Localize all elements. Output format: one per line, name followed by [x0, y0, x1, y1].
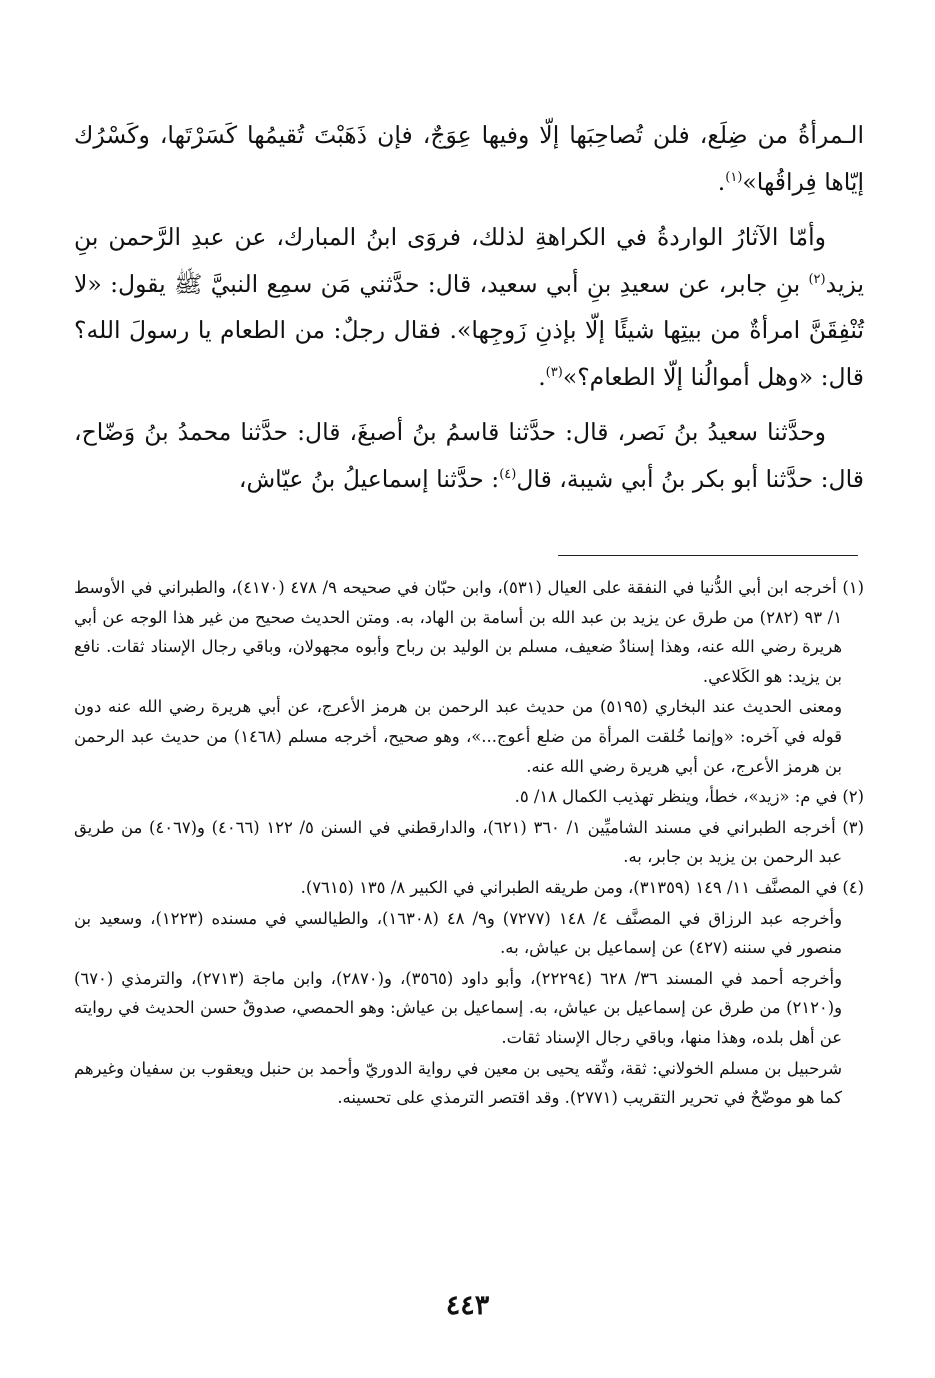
p3-text-b: : حدَّثنا إسماعيلُ بنُ عيّاش، — [238, 464, 500, 493]
footnote-4-part-3: وأخرجه أحمد في المسند ٣٦/ ٦٢٨ (٢٢٢٩٤)، وأبو داود (٣٥٦٥)، و(٢٨٧٠)، وابن ماجة (٢٧١٣)، والترمذي (٦٧٠) و(٢١٢٠) من طرق عن إسماعيل بن عياش، به. إسماعيل بن عياش: وهو الحمصي، صدوقٌ حسن الحديث في روايته عن أهل بلده، وهذا منها، وباقي رجال الإسناد ثقات. — [74, 968, 842, 1047]
footnote-divider — [558, 555, 858, 556]
footnote-3: (٣) أخرجه الطبراني في مسند الشاميِّين ١/ ٣٦٠ (٦٢١)، والدارقطني في السنن ٥/ ١٢٢ (٤٠٦٦) و(٤٠٦٧) من طريق عبد الرحمن بن يزيد بن جابر، به. — [74, 817, 865, 867]
p2-end: . — [538, 362, 546, 391]
p2-text-a: وأمّا الآثارُ الواردةُ في الكراهةِ لذلك، فروَى ابنُ المبارك، عن عبدِ الرَّحمن بنِ يزيد — [74, 223, 864, 298]
footnote-2: (٢) في م: «زيد»، خطأ، وينظر تهذيب الكمال ١٨/ ٥. — [514, 787, 864, 807]
footnote-4: (٤) في المصنَّف ١١/ ١٤٩ (٣١٣٥٩)، ومن طريقه الطبراني في الكبير ٨/ ١٣٥ (٧٦١٥). — [300, 877, 864, 897]
p1-end: . — [717, 167, 726, 196]
paragraph-isnad — [74, 409, 864, 502]
footnote-ref-1[interactable]: (١) — [725, 169, 743, 185]
footnotes — [74, 573, 864, 1114]
footnote-1: (١) أخرجه ابن أبي الدُّنيا في النفقة على العيال (٥٣١)، وابن حبّان في صحيحه ٩/ ٤٧٨ (٤١٧٠)، والطبراني في الأوسط ١/ ٩٣ (٢٨٢) من طرق عن يزيد بن عبد الله بن أسامة بن الهاد، به. ومتن الحديث صحيح من غير هذا الوجه عن أبي هريرة رضي الله عنه، وهذا إسنادٌ ضعيف، مسلم بن الوليد بن رباح وأبوه مجهولان، وباقي رجال الإسناد ثقات. نافع بن يزيد: هو الكَلاعي. — [74, 578, 865, 686]
footnote-4-part-4: شرحبيل بن مسلم الخولاني: ثقة، وثّقه يحيى بن معين في رواية الدوريّ وأحمد بن حنبل ويعقوب بن سفيان وغيرهم كما هو موضّحٌ في تحرير التقريب (٢٧٧١). وقد اقتصر الترمذي على تحسينه. — [74, 1058, 842, 1108]
page-number: ٤٤٣ — [445, 1290, 490, 1321]
footnote-ref-3[interactable]: (٣) — [545, 364, 563, 380]
p3-text-a: وحدَّثنا سعيدُ بنُ نَصر، قال: حدَّثنا قاسمُ بنُ أصبغَ، قال: حدَّثنا محمدُ بنُ وَضّاح، قال: حدَّثنا أبو بكر بنُ أبي شيبة، قال — [74, 418, 864, 493]
p2-text-b: بنِ جابر، عن سعيدِ بنِ أبي سعيد، قال: حدَّثني مَن سمِع النبيَّ ﷺ يقول: «لا تُنْفِقَنَّ امرأةٌ من بيتِها شيئًا إلّا بإذنِ زَوجِها». فقال رجلٌ: من الطعام يا رسولَ الله؟ قال: «وهل أموالُنا إلّا الطعام؟» — [74, 269, 864, 391]
paragraph-hadith-end — [74, 112, 864, 205]
footnote-ref-2[interactable]: (٢) — [808, 271, 826, 287]
main-text — [74, 112, 864, 511]
footnote-1-continued: ومعنى الحديث عند البخاري (٥١٩٥) من حديث عبد الرحمن بن هرمز الأعرج، عن أبي هريرة رضي الله عنه دون قوله في آخره: «وإنما خُلقت المرأة من ضلع أعوج...»، وهو صحيح، أخرجه مسلم (١٤٦٨) من حديث عبد الرحمن بن هرمز الأعرج، عن أبي هريرة رضي الله عنه. — [74, 697, 843, 776]
footnote-4-part-2: وأخرجه عبد الرزاق في المصنَّف ٤/ ١٤٨ (٧٢٧٧) و٩/ ٤٨ (١٦٣٠٨)، والطيالسي في مسنده (١٢٢٣)، وسعيد بن منصور في سننه (٤٢٧) عن إسماعيل بن عياش، به. — [74, 908, 843, 958]
p1-line1: الـمرأةُ من ضِلَع، فلن تُصاحِبَها إلّا وفيها عِوَجٌ، فإن ذَهَبْتَ تُقيمُها كَسَرْتَها، — [159, 121, 864, 149]
footnote-ref-4[interactable]: (٤) — [499, 466, 517, 482]
p1-line2: وكَسْرُك إيّاها فِراقُها» — [74, 121, 864, 196]
paragraph-athar — [74, 214, 864, 400]
